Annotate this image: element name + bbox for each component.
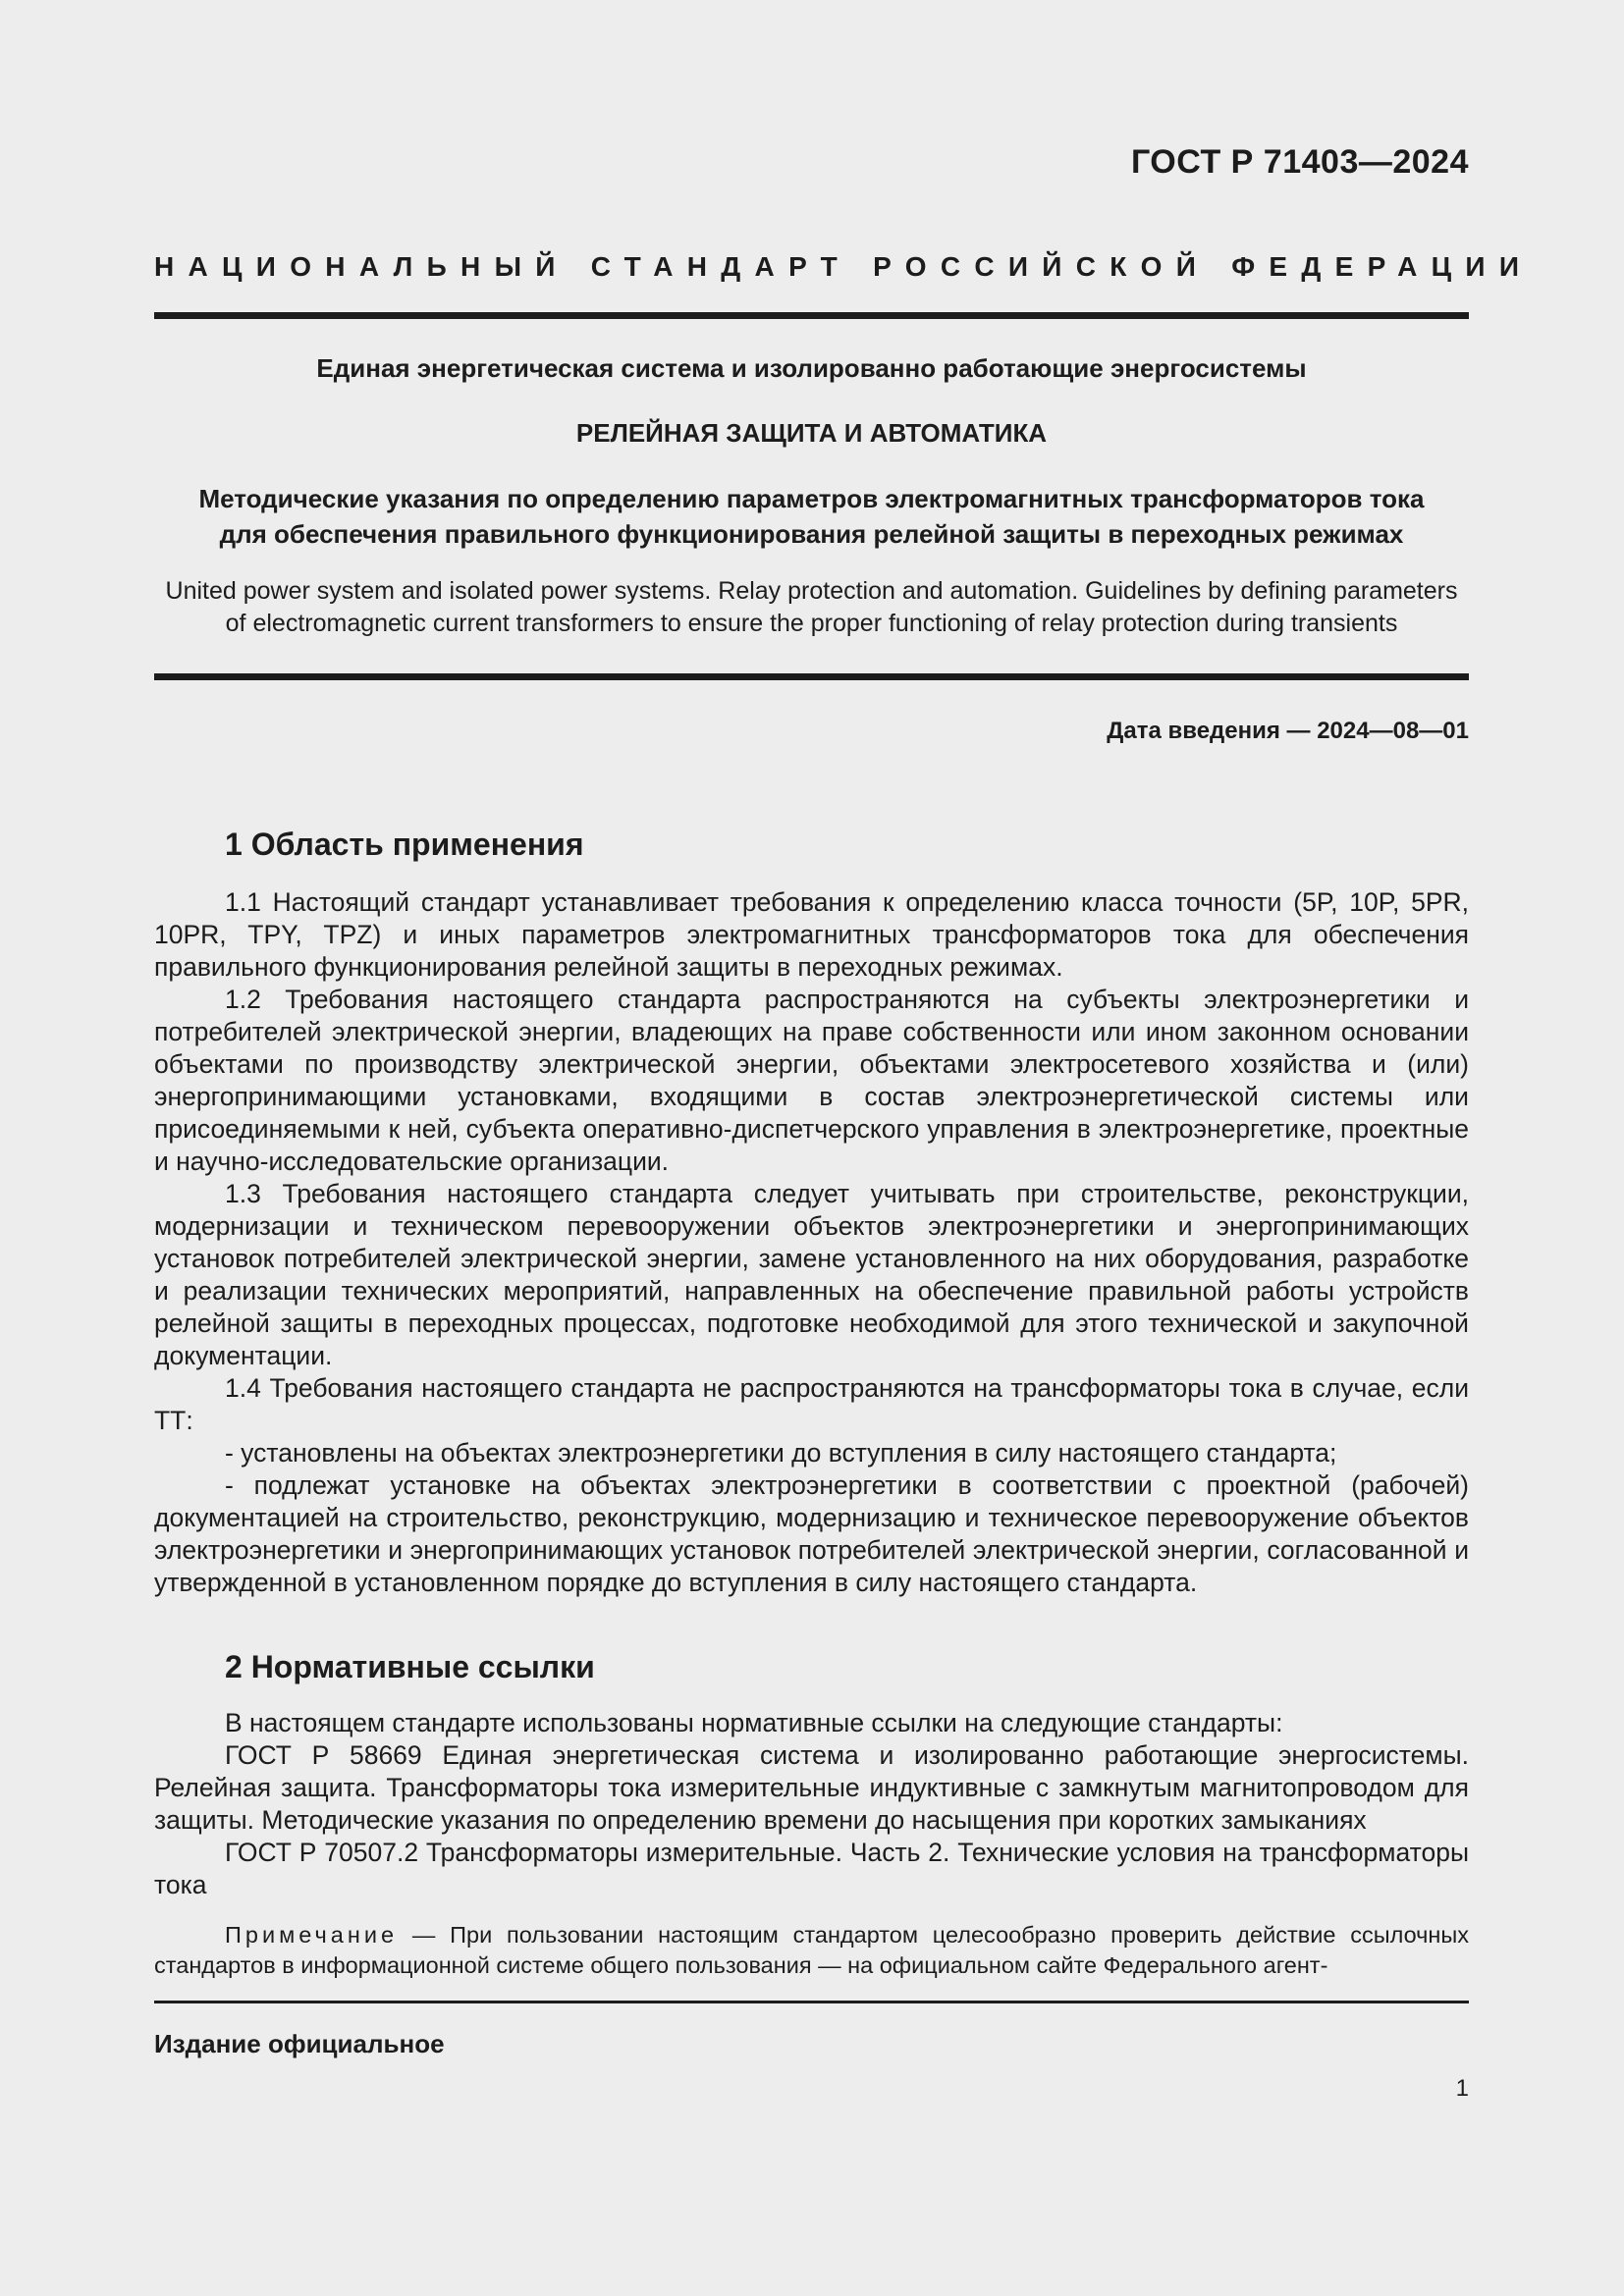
note bbox=[154, 1920, 1469, 1981]
paragraph-1-4: 1.4 Требования настоящего стандарта не распространяются на трансформаторы тока в случае, если ТТ: bbox=[154, 1373, 1469, 1435]
paragraph-1-1: 1.1 Настоящий стандарт устанавливает требования к определению класса точности (5P, 10P, 5PR, 10PR, TPY, TPZ) и иных параметров электромагнитных трансформаторов тока для обеспечения правильного функционирования релейной защиты в переходных режимах. bbox=[154, 887, 1469, 982]
relay-title: РЕЛЕЙНАЯ ЗАЩИТА И АВТОМАТИКА bbox=[575, 418, 1048, 448]
section-1-heading: 1 Область применения bbox=[225, 827, 584, 862]
national-standard-banner: НАЦИОНАЛЬНЫЙ СТАНДАРТ РОССИЙСКОЙ ФЕДЕРАЦИИ bbox=[154, 251, 1534, 282]
references-intro: В настоящем стандарте использованы нормативные ссылки на следующие стандарты: bbox=[225, 1708, 1283, 1737]
section-1-body bbox=[154, 886, 1469, 1599]
official-edition: Издание официальное bbox=[154, 2029, 445, 2058]
paragraph-1-2: 1.2 Требования настоящего стандарта распространяются на субъекты электроэнергетики и потребителей электрической энергии, владеющих на праве собственности или ином законном основании объектами по производству электрической энергии, объектами электросетевого хозяйства и (или) энергопринимающими установками, входящими в состав электроэнергетической системы или присоединяемыми к ней, субъекта оперативно-диспетчерского управления в электроэнергетике, проектные и научно-исследовательские организации. bbox=[154, 985, 1469, 1176]
paragraph-1-3: 1.3 Требования настоящего стандарта следует учитывать при строительстве, реконструкции, модернизации и техническом перевооружении объектов электроэнергетики и энергопринимающих установок потребителей электрической энергии, замене установленного на них оборудования, разработке и реализации технических мероприятий, направленных на обеспечение правильной работы устройств релейной защиты в переходных процессах, подготовке необходимой для этого технической и закупочной документации. bbox=[154, 1179, 1469, 1370]
section-2-body bbox=[154, 1707, 1469, 1901]
section-2-heading: 2 Нормативные ссылки bbox=[225, 1649, 595, 1684]
footer-divider bbox=[154, 2001, 1469, 2003]
page-number: 1 bbox=[1455, 2075, 1469, 2102]
introduction-date: Дата введения — 2024—08—01 bbox=[1107, 718, 1469, 744]
english-title bbox=[154, 575, 1469, 640]
note-text: — При пользовании настоящим стандартом целесообразно проверить действие ссылочных стандартов в информационной системе общего пользования — на официальном сайте Федерального агент- bbox=[154, 1922, 1469, 1978]
system-title: Единая энергетическая система и изолированно работающие энергосистемы bbox=[316, 353, 1307, 383]
list-item-1: - установлены на объектах электроэнергетики до вступления в силу настоящего стандарта; bbox=[225, 1438, 1337, 1468]
reference-gost-58669: ГОСТ Р 58669 Единая энергетическая система и изолированно работающие энергосистемы. Релейная защита. Трансформаторы тока измерительные индуктивные с замкнутым магнитопроводом для защиты. Методические указания по определению времени до насыщения при коротких замыканиях bbox=[154, 1740, 1469, 1835]
list-item-2: - подлежат установке на объектах электроэнергетики в соответствии с проектной (рабочей) документацией на строительство, реконструкцию, модернизацию и техническое перевооружение объектов электроэнергетики и энергопринимающих установок потребителей электрической энергии, согласованной и утвержденной в установленном порядке до вступления в силу настоящего стандарта. bbox=[154, 1470, 1469, 1597]
title-divider bbox=[154, 673, 1469, 680]
reference-gost-70507-2: ГОСТ Р 70507.2 Трансформаторы измерительные. Часть 2. Технические условия на трансформаторы тока bbox=[154, 1838, 1469, 1899]
english-title-line-1: United power system and isolated power systems. Relay protection and automation. Guidelines by defining parameters bbox=[165, 577, 1458, 605]
note-label: Примечание bbox=[225, 1922, 399, 1948]
document-code: ГОСТ Р 71403—2024 bbox=[1130, 143, 1469, 181]
top-divider bbox=[154, 312, 1469, 319]
method-title-line-2: для обеспечения правильного функционирования релейной защиты в переходных режимах bbox=[219, 519, 1404, 549]
method-title-line-1: Методические указания по определению параметров электромагнитных трансформаторов тока bbox=[198, 484, 1425, 513]
method-title bbox=[154, 481, 1469, 552]
english-title-line-2: of electromagnetic current transformers to ensure the proper functioning of relay protection during transients bbox=[225, 610, 1398, 637]
